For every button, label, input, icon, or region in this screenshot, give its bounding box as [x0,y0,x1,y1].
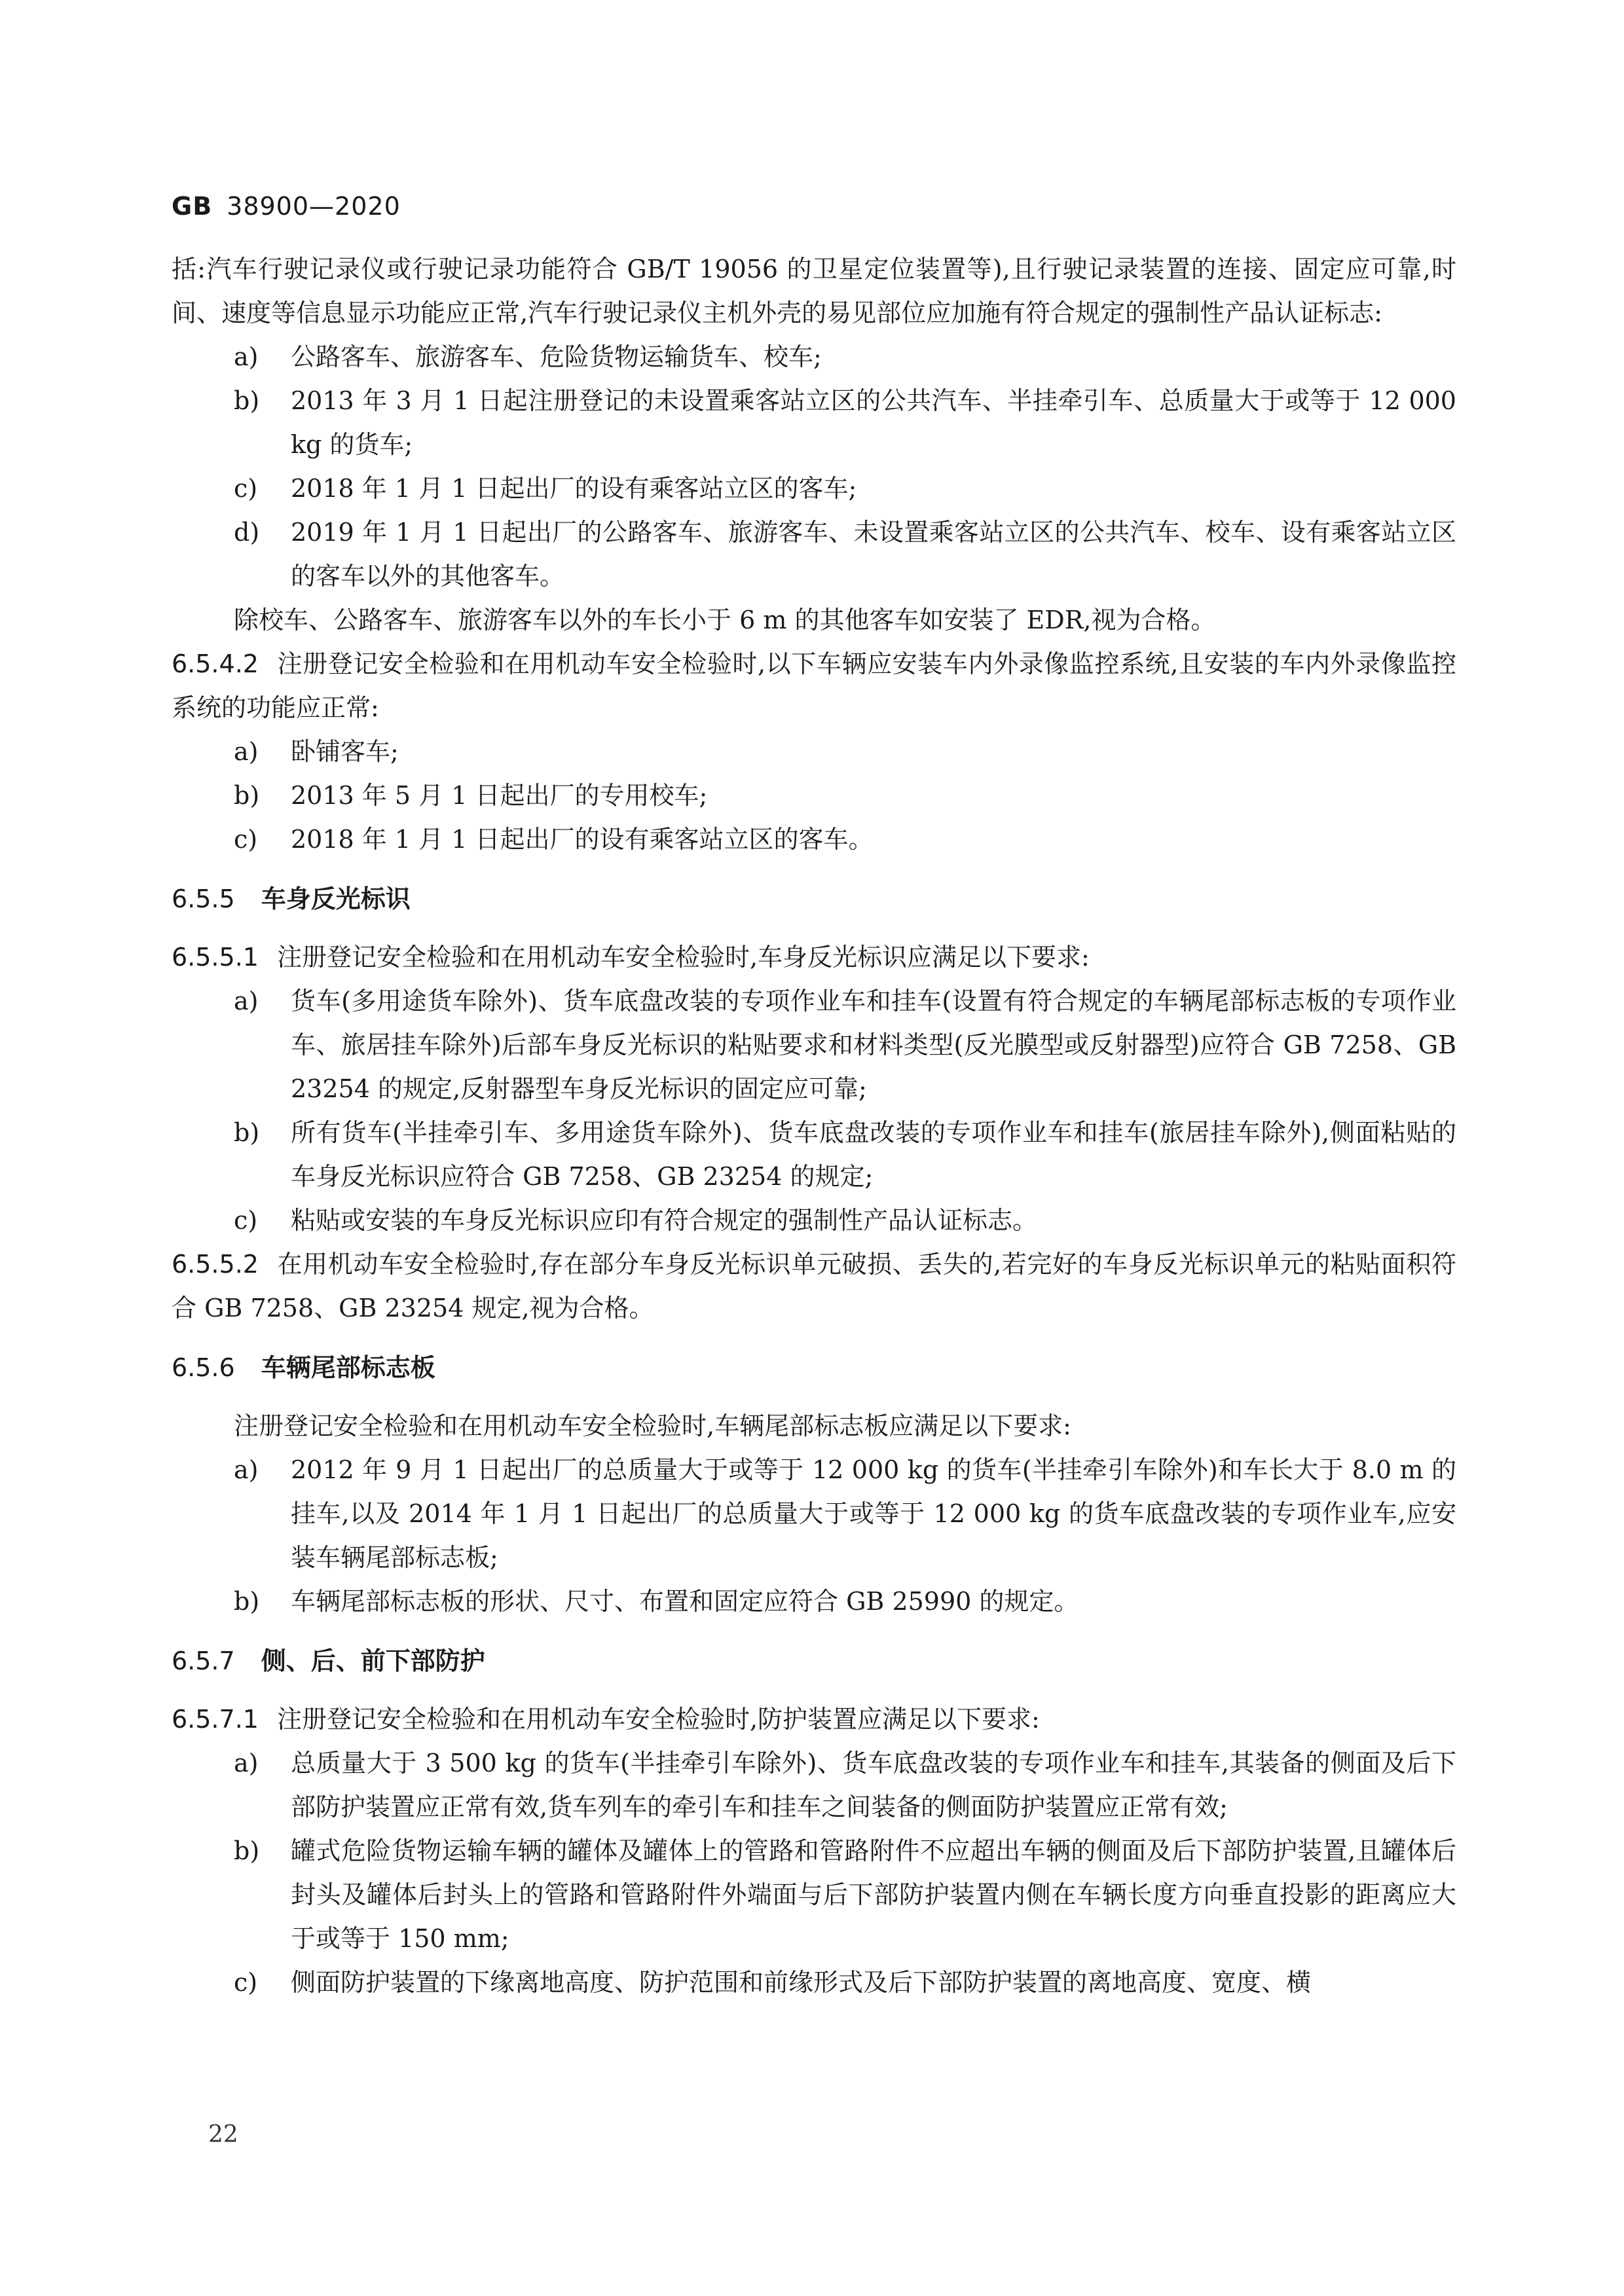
list [172,1448,1456,1624]
list-text: 粘贴或安装的车身反光标识应印有符合规定的强制性产品认证标志。 [291,1206,1038,1235]
list-marker: c) [234,474,258,503]
list-item [172,1111,1456,1199]
list-item [172,1199,1456,1243]
list [172,335,1456,598]
list-marker: a) [234,1455,259,1484]
list-item [172,818,1456,862]
list-marker: c) [234,1968,258,1997]
list-text: 2013 年 5 月 1 日起出厂的专用校车; [291,781,708,810]
clause-number: 6.5.4.2 [172,649,259,678]
clause-text: 注册登记安全检验和在用机动车安全检验时,防护装置应满足以下要求: [276,1705,1040,1734]
standard-code: 38900—2020 [227,192,401,221]
paragraph: 除校车、公路客车、旅游客车以外的车长小于 6 m 的其他客车如安装了 EDR,视为合格。 [234,606,1216,634]
clause-number: 6.5.5.2 [172,1250,259,1279]
list [172,730,1456,862]
section-number: 6.5.7 [172,1647,235,1675]
section-number: 6.5.5 [172,884,235,913]
section-heading-6-5-5 [172,862,1456,936]
list-item [172,379,1456,467]
clause-number: 6.5.7.1 [172,1705,259,1734]
section-title: 侧、后、前下部防护 [261,1647,485,1675]
section-number: 6.5.6 [172,1353,235,1382]
list-marker: b) [234,1836,260,1865]
clause-number: 6.5.5.1 [172,943,259,972]
clause-text: 注册登记安全检验和在用机动车安全检验时,以下车辆应安装车内外录像监控系统,且安装的车内外录像监控系统的功能应正常: [172,649,1456,722]
list-text: 卧铺客车; [291,737,399,766]
list-text: 车辆尾部标志板的形状、尺寸、布置和固定应符合 GB 25990 的规定。 [291,1587,1079,1616]
section-heading-6-5-7 [172,1624,1456,1698]
list-marker: d) [234,518,260,547]
list-marker: a) [234,737,259,766]
list-text: 2012 年 9 月 1 日起出厂的总质量大于或等于 12 000 kg 的货车(半挂牵引车除外)和车长大于 8.0 m 的挂车,以及 2014 年 1 月 1 日起出厂的总质量大于或等于 12 000 kg 的货车底盘改装的专项作业车,应安装车辆尾部标志板; [291,1455,1456,1572]
list-text: 货车(多用途货车除外)、货车底盘改装的专项作业车和挂车(设置有符合规定的车辆尾部标志板的专项作业车、旅居挂车除外)后部车身反光标识的粘贴要求和材料类型(反光膜型或反射器型)应符合 GB 7258、GB 23254 的规定,反射器型车身反光标识的固定应可靠; [291,987,1456,1103]
paragraph: 括:汽车行驶记录仪或行驶记录功能符合 GB/T 19056 的卫星定位装置等),且行驶记录装置的连接、固定应可靠,时间、速度等信息显示功能应正常,汽车行驶记录仪主机外壳的易见部位应加施有符合规定的强制性产品认证标志: [172,255,1456,327]
list [172,979,1456,1243]
page-header [172,192,401,221]
list-item [172,1448,1456,1580]
list-item [172,467,1456,511]
list [172,1741,1456,2005]
list-item [172,1961,1456,2005]
paragraph: 注册登记安全检验和在用机动车安全检验时,车辆尾部标志板应满足以下要求: [234,1412,1071,1440]
list-item [172,1741,1456,1829]
list-text: 2019 年 1 月 1 日起出厂的公路客车、旅游客车、未设置乘客站立区的公共汽车、校车、设有乘客站立区的客车以外的其他客车。 [291,518,1456,591]
section-title: 车辆尾部标志板 [261,1353,435,1382]
list-text: 公路客车、旅游客车、危险货物运输货车、校车; [291,342,822,371]
list-item [172,1580,1456,1624]
list-item [172,774,1456,818]
list-marker: b) [234,1118,260,1147]
list-text: 罐式危险货物运输车辆的罐体及罐体上的管路和管路附件不应超出车辆的侧面及后下部防护装置,且罐体后封头及罐体后封头上的管路和管路附件外端面与后下部防护装置内侧在车辆长度方向垂直投影的距离应大于或等于 150 mm; [291,1836,1456,1953]
list-text: 2013 年 3 月 1 日起注册登记的未设置乘客站立区的公共汽车、半挂牵引车、总质量大于或等于 12 000 kg 的货车; [291,386,1456,459]
clause-6-5-5-2 [172,1243,1456,1330]
list-item [172,511,1456,598]
list-marker: a) [234,987,259,1015]
section-heading-6-5-6 [172,1330,1456,1404]
clause-6-5-4-2 [172,642,1456,730]
list-text: 2018 年 1 月 1 日起出厂的设有乘客站立区的客车。 [291,825,874,854]
list-item [172,730,1456,774]
clause-text: 在用机动车安全检验时,存在部分车身反光标识单元破损、丢失的,若完好的车身反光标识单元的粘贴面积符合 GB 7258、GB 23254 规定,视为合格。 [172,1250,1456,1322]
list-marker: c) [234,1206,258,1235]
page-body [172,247,1456,2005]
list-marker: c) [234,825,258,854]
list-marker: b) [234,386,260,415]
list-text: 侧面防护装置的下缘离地高度、防护范围和前缘形式及后下部防护装置的离地高度、宽度、横 [291,1968,1312,1997]
list-item [172,979,1456,1111]
list-item [172,1829,1456,1961]
list-marker: a) [234,342,259,371]
clause-6-5-7-1 [172,1698,1456,1741]
section-title: 车身反光标识 [261,884,411,913]
list-marker: a) [234,1749,259,1777]
list-text: 2018 年 1 月 1 日起出厂的设有乘客站立区的客车; [291,474,857,503]
list-text: 总质量大于 3 500 kg 的货车(半挂牵引车除外)、货车底盘改装的专项作业车和挂车,其装备的侧面及后下部防护装置应正常有效,货车列车的牵引车和挂车之间装备的侧面防护装置应正常有效; [291,1749,1456,1821]
clause-text: 注册登记安全检验和在用机动车安全检验时,车身反光标识应满足以下要求: [276,943,1090,972]
list-text: 所有货车(半挂牵引车、多用途货车除外)、货车底盘改装的专项作业车和挂车(旅居挂车除外),侧面粘贴的车身反光标识应符合 GB 7258、GB 23254 的规定; [291,1118,1456,1191]
list-item [172,335,1456,379]
standard-prefix: GB [172,192,213,221]
list-marker: b) [234,1587,260,1616]
clause-6-5-5-1 [172,936,1456,979]
list-marker: b) [234,781,260,810]
page-number: 22 [208,2121,238,2148]
